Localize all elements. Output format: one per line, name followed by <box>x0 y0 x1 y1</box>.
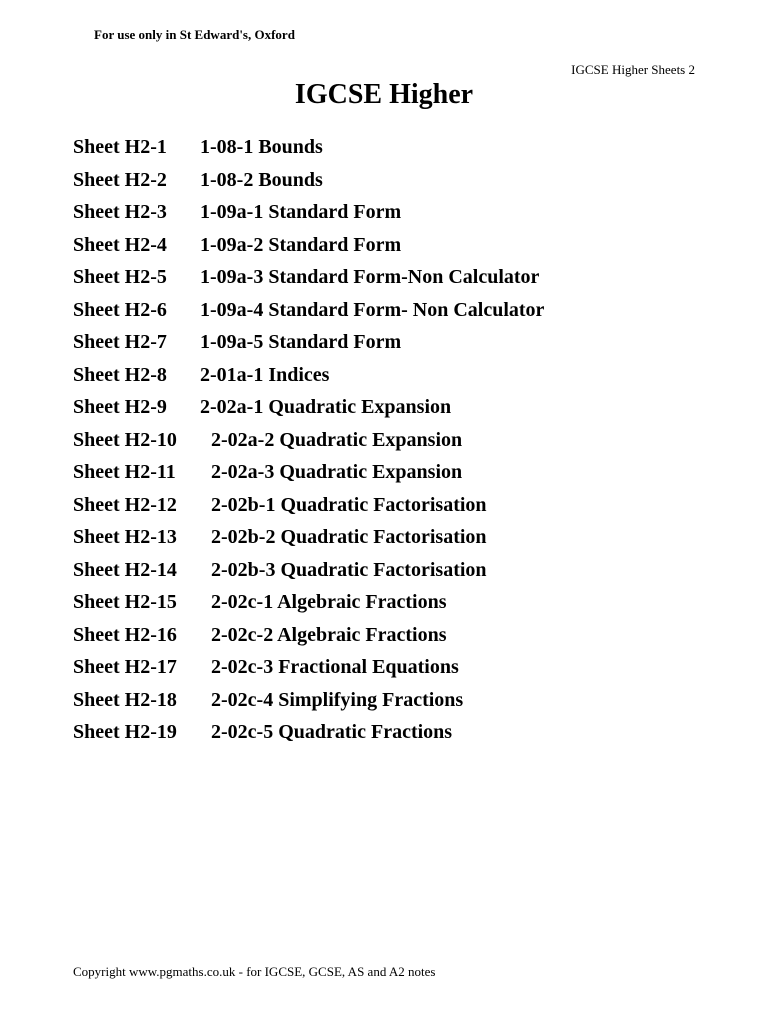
sheet-code: Sheet H2-1 <box>73 136 167 158</box>
sheet-item <box>73 391 544 424</box>
usage-note: For use only in St Edward's, Oxford <box>94 27 295 42</box>
sheet-topic: 2-02b-3 Quadratic Factorisation <box>211 558 487 581</box>
sheet-item <box>73 554 544 587</box>
sheet-code: Sheet H2-4 <box>73 233 167 256</box>
sheet-code: Sheet H2-9 <box>73 396 167 418</box>
sheet-topic: 1-09a-3 Standard Form-Non Calculator <box>200 266 540 288</box>
sheet-code: Sheet H2-2 <box>73 168 167 191</box>
sheet-item <box>73 131 544 164</box>
sheet-item <box>73 359 544 392</box>
sheet-topic: 2-02b-2 Quadratic Factorisation <box>211 526 487 548</box>
sheet-item <box>73 229 544 262</box>
sheet-code: Sheet H2-8 <box>73 363 167 386</box>
sheet-item <box>73 456 544 489</box>
sheet-topic: 2-01a-1 Indices <box>200 363 330 386</box>
sheet-code: Sheet H2-11 <box>73 461 176 483</box>
sheet-topic: 1-08-2 Bounds <box>200 168 323 191</box>
sheet-topic: 1-09a-4 Standard Form- Non Calculator <box>200 298 545 321</box>
sheet-code: Sheet H2-17 <box>73 656 177 678</box>
sheet-code: Sheet H2-5 <box>73 266 167 288</box>
sheet-code: Sheet H2-6 <box>73 298 167 321</box>
sheet-code: Sheet H2-12 <box>73 493 177 516</box>
sheet-topic: 2-02a-3 Quadratic Expansion <box>211 461 463 483</box>
sheet-item <box>73 716 544 749</box>
sheet-topic: 1-08-1 Bounds <box>200 136 323 158</box>
sheet-item <box>73 294 544 327</box>
sheet-item <box>73 586 544 619</box>
sheet-code: Sheet H2-3 <box>73 201 167 223</box>
sheet-topic: 2-02c-3 Fractional Equations <box>211 656 459 678</box>
series-label: IGCSE Higher Sheets 2 <box>571 62 695 77</box>
sheet-topic: 1-09a-5 Standard Form <box>200 331 402 353</box>
sheet-code: Sheet H2-7 <box>73 331 167 353</box>
sheet-code: Sheet H2-19 <box>73 721 177 743</box>
sheet-code: Sheet H2-16 <box>73 623 177 646</box>
sheet-topic: 2-02a-2 Quadratic Expansion <box>211 428 463 451</box>
sheet-code: Sheet H2-14 <box>73 558 177 581</box>
sheet-item <box>73 521 544 554</box>
sheet-topic: 2-02b-1 Quadratic Factorisation <box>211 493 487 516</box>
sheet-topic: 2-02c-4 Simplifying Fractions <box>211 688 464 711</box>
sheet-topic: 2-02a-1 Quadratic Expansion <box>200 396 452 418</box>
sheet-item <box>73 424 544 457</box>
sheet-item <box>73 684 544 717</box>
sheet-item <box>73 326 544 359</box>
sheet-topic: 1-09a-2 Standard Form <box>200 233 402 256</box>
sheet-code: Sheet H2-10 <box>73 428 177 451</box>
page-title: IGCSE Higher <box>294 79 474 110</box>
sheet-item <box>73 651 544 684</box>
sheet-item <box>73 261 544 294</box>
sheet-item <box>73 489 544 522</box>
sheet-code: Sheet H2-18 <box>73 688 177 711</box>
sheet-topic: 2-02c-5 Quadratic Fractions <box>211 721 453 743</box>
sheet-item <box>73 196 544 229</box>
sheet-topic: 1-09a-1 Standard Form <box>200 201 402 223</box>
sheet-item <box>73 164 544 197</box>
sheet-item <box>73 619 544 652</box>
sheet-topic: 2-02c-1 Algebraic Fractions <box>211 591 447 613</box>
copyright-footer: Copyright www.pgmaths.co.uk - for IGCSE, GCSE, AS and A2 notes <box>73 964 436 979</box>
sheet-topic: 2-02c-2 Algebraic Fractions <box>211 623 447 646</box>
sheet-list <box>73 131 544 749</box>
sheet-code: Sheet H2-13 <box>73 526 177 548</box>
sheet-code: Sheet H2-15 <box>73 591 177 613</box>
